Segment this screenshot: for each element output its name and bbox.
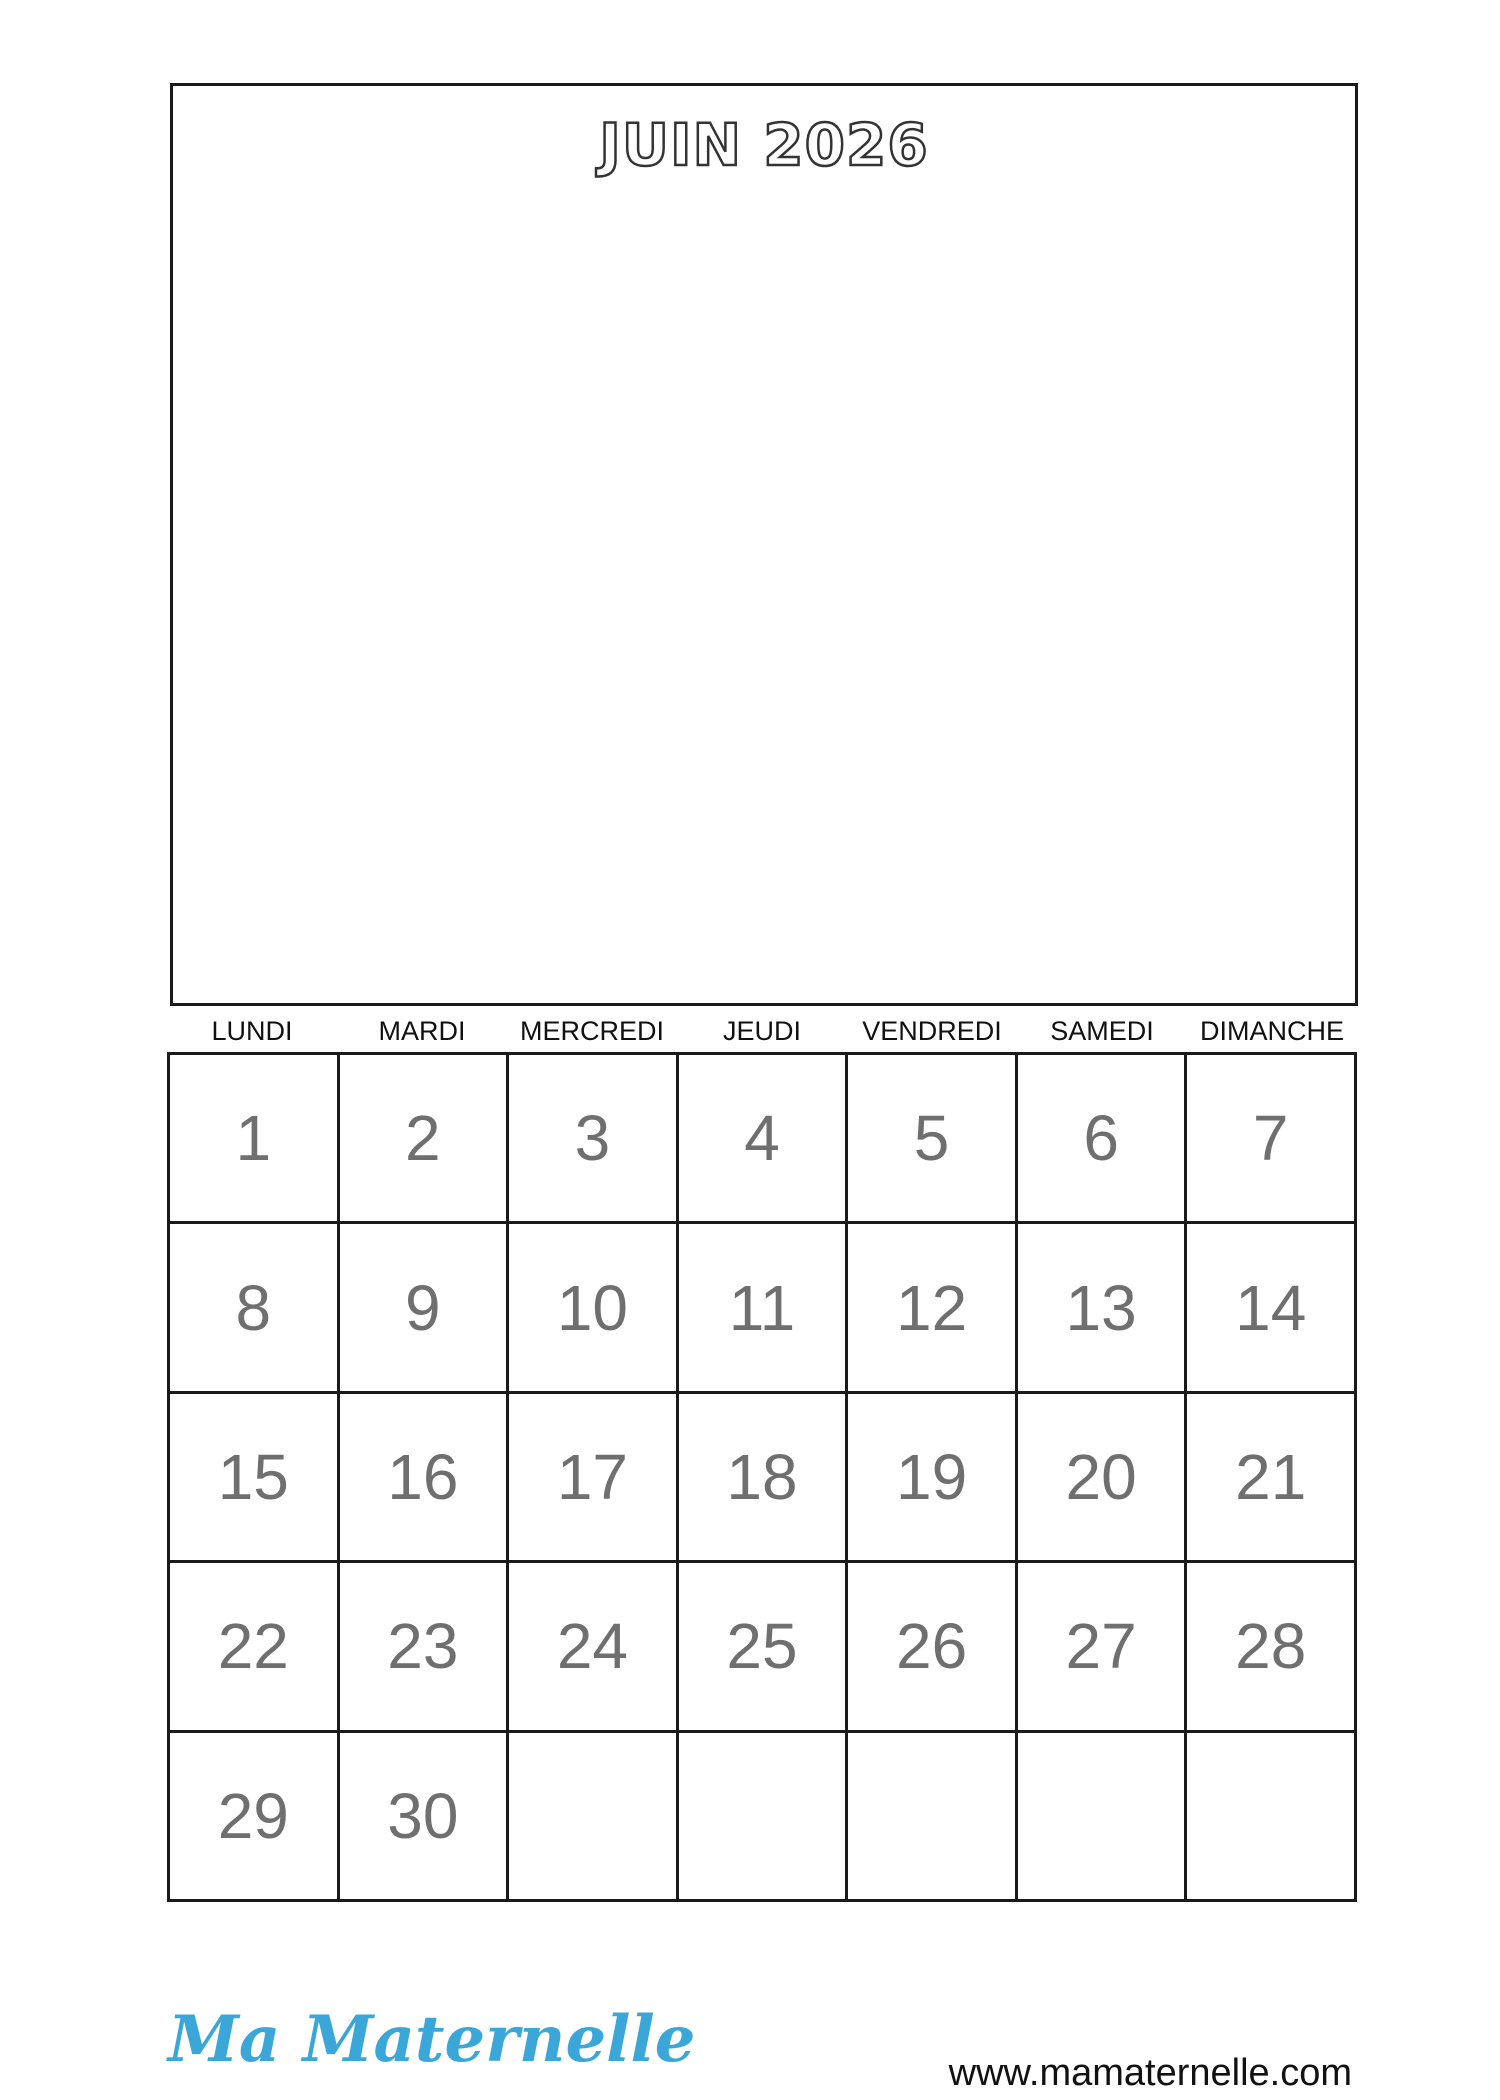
drawing-area [170, 83, 1358, 1006]
day-cell [848, 1733, 1018, 1902]
weekday-monday: LUNDI [211, 1016, 293, 1046]
day-cell: 19 [848, 1394, 1018, 1563]
website-url: www.mamaternelle.com [948, 2052, 1352, 2094]
day-cell: 25 [679, 1563, 849, 1732]
day-cell: 11 [679, 1224, 849, 1393]
day-cell: 10 [509, 1224, 679, 1393]
day-cell: 22 [170, 1563, 340, 1732]
day-cell: 15 [170, 1394, 340, 1563]
day-cell: 27 [1018, 1563, 1188, 1732]
day-cell: 17 [509, 1394, 679, 1563]
day-cell: 9 [340, 1224, 510, 1393]
day-cell: 6 [1018, 1055, 1188, 1224]
weekday-wednesday: MERCREDI [519, 1016, 664, 1046]
day-cell: 4 [679, 1055, 849, 1224]
day-cell: 21 [1187, 1394, 1357, 1563]
day-cell: 5 [848, 1055, 1018, 1224]
day-cell: 2 [340, 1055, 510, 1224]
day-cell: 13 [1018, 1224, 1188, 1393]
day-cell: 24 [509, 1563, 679, 1732]
day-cell: 7 [1187, 1055, 1357, 1224]
day-cell: 23 [340, 1563, 510, 1732]
weekday-thursday: JEUDI [722, 1016, 801, 1046]
day-cell: 8 [170, 1224, 340, 1393]
day-cell: 29 [170, 1733, 340, 1902]
day-cell [679, 1733, 849, 1902]
day-cell [1018, 1733, 1188, 1902]
day-cell: 3 [509, 1055, 679, 1224]
weekday-header-row [167, 1014, 1357, 1048]
day-cell [1187, 1733, 1357, 1902]
weekday-friday: VENDREDI [862, 1016, 1002, 1046]
day-cell: 20 [1018, 1394, 1188, 1563]
day-cell: 1 [170, 1055, 340, 1224]
day-cell: 14 [1187, 1224, 1357, 1393]
weekday-sunday: DIMANCHE [1199, 1016, 1344, 1046]
day-cell: 30 [340, 1733, 510, 1902]
ma-maternelle-logo: Ma Maternelle [168, 2002, 696, 2077]
weekday-saturday: SAMEDI [1050, 1016, 1154, 1046]
day-cell [509, 1733, 679, 1902]
day-cell: 28 [1187, 1563, 1357, 1732]
day-cell: 18 [679, 1394, 849, 1563]
weekday-tuesday: MARDI [378, 1016, 466, 1046]
day-cell: 12 [848, 1224, 1018, 1393]
day-cell: 16 [340, 1394, 510, 1563]
month-title: JUIN 2026 [599, 111, 929, 179]
day-cell: 26 [848, 1563, 1018, 1732]
calendar-grid [167, 1052, 1357, 1902]
